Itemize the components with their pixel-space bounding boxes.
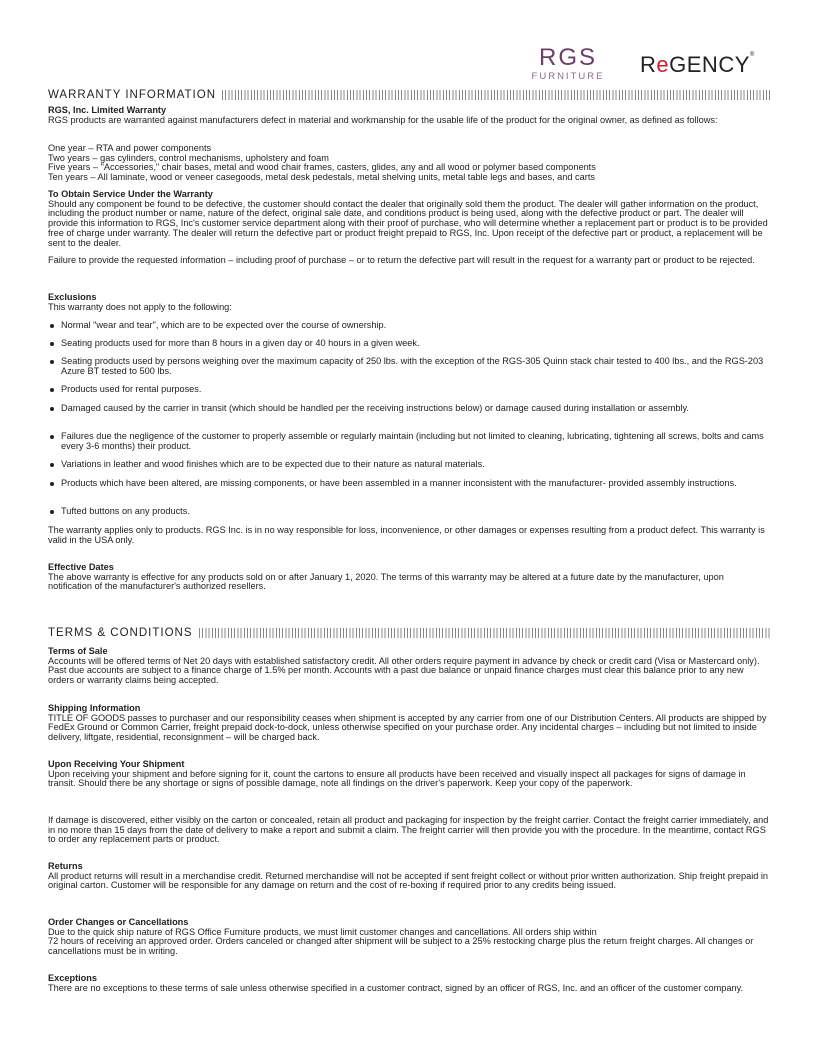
order-changes-title: Order Changes or Cancellations [48,917,189,927]
exclusion-text: Seating products used for more than 8 hours in a given day or 40 hours in a given week. [61,338,420,348]
applies-text: The warranty applies only to products. RGS Inc. is in no way responsible for loss, inconvenience, or other damages or expenses resulting from a product defect. This warranty is valid in the USA only. [48,525,765,545]
exceptions-section [48,974,770,993]
damage-text: If damage is discovered, either visibly on the carton or concealed, retain all product and packaging for inspection by the freight carrier. Contact the freight carrier immediately, and in no more than 15 days from the date of delivery to make a report and submit a claim. The freight carrier will then provide you with the procedure. In the meantime, contact RGS to order any replacement parts or product. [48,815,769,845]
exclusion-text: Products which have been altered, are missing components, or have been assembled in a manner inconsistent with the manufacturer- provided assembly instructions. [61,478,737,488]
regency-logo-e: e [656,52,670,77]
failure-text: Failure to provide the requested information – including proof of purchase – or to return the defective part will result in the request for a warranty part or product to be rejected. [48,255,755,265]
bullet-icon [50,388,54,392]
returns-text: All product returns will result in a merchandise credit. Returned merchandise will not be accepted if sent freight collect or without prior written authorization. Ship freight prepaid in original carton. Customer will be responsible for any damage on return and the cost of re-boxing if required prior to any credits being issued. [48,870,769,891]
bullet-icon [50,482,54,486]
warranty-heading-text: WARRANTY INFORMATION [48,89,217,101]
list-item [48,385,770,395]
list-item [48,339,770,349]
list-item [48,432,770,451]
effective-dates-section [48,563,770,592]
exceptions-text: There are no exceptions to these terms of sale unless otherwise specified in a customer contract, signed by an officer of RGS, Inc. and an officer of the customer company. [48,982,744,993]
heading-divider [222,90,770,100]
regency-logo-mark: ® [749,52,755,58]
list-item [48,460,770,470]
exclusion-text: Normal "wear and tear", which are to be expected over the course of ownership. [61,320,387,330]
order-changes-text: 72 hours of receiving an approved order. Orders canceled or changed after shipment will be subject to a 25% restocking charge plus the return freight charges. All changes or cancellations must be in writing. [48,936,754,957]
terms-of-sale-section [48,647,770,686]
receiving-title: Upon Receiving Your Shipment [48,759,185,769]
receiving-section [48,760,770,789]
terms-heading [48,626,770,640]
effective-dates-title: Effective Dates [48,562,114,572]
order-changes-text: Due to the quick ship nature of RGS Office Furniture products, we must limit customer changes and cancellations. All orders ship within [48,926,597,937]
list-item [48,404,770,414]
regency-logo [640,52,755,78]
bullet-icon [50,407,54,411]
warranty-terms-list [48,144,770,183]
brand-logos [528,46,768,86]
bullet-icon [50,360,54,364]
service-text: Should any component be found to be defective, the customer should contact the dealer that originally sold them the product. The dealer will gather information on the product, including the product number or name, nature of the defect, original sale date, and conditions product is being used, along with the defective product or part. The dealer will provide this information to RGS, Inc's customer service department along with their proof of purchase, who will determine whether a replacement part or product is to be provided free of charge under warranty. The dealer will return the defective part or product freight prepaid to RGS, Inc. Upon receipt of the defective part or product, a replacement will be sent to the dealer. [48,198,768,248]
failure-paragraph [48,256,770,266]
receiving-text: Upon receiving your shipment and before signing for it, count the cartons to ensure all products have been received and visually inspect all packages for signs of damage in transit. Should there be any shortage or signs of possible damage, note all findings on the driver's paperwork. Keep your copy of the paperwork. [48,768,746,789]
applies-paragraph [48,526,770,545]
bullet-icon [50,510,54,514]
shipping-section [48,704,770,743]
service-title: To Obtain Service Under the Warranty [48,189,213,199]
warranty-term: Five years – "Accessories," chair bases, metal and wood chair frames, casters, glides, any and all wood or polymer based components [48,162,596,173]
order-changes-section [48,918,770,957]
exclusion-text: Variations in leather and wood finishes which are to be expected due to their nature as natural materials. [61,459,485,469]
rgs-furniture-logo [528,46,608,83]
shipping-text: TITLE OF GOODS passes to purchaser and our responsibility ceases when shipment is accepted by any carrier from one of our Distribution Centers. All products are shipped by FedEx Ground or Common Carrier, freight prepaid dock-to-dock, unless otherwise specified on your purchase order. Any incidental charges – including but not limited to inside delivery, liftgate, residential, reconsignment – will be charged back. [48,712,767,743]
exclusions-title: Exclusions [48,292,97,302]
service-section [48,190,770,248]
warranty-term: Two years – gas cylinders, control mechanisms, upholstery and foam [48,152,329,163]
list-item [48,321,770,331]
bullet-icon [50,463,54,467]
terms-of-sale-text: Accounts will be offered terms of Net 20 days with established satisfactory credit. All other orders require payment in advance by check or credit card (Visa or Mastercard only). Past due accounts are subject to a finance charge of 1.5% per month. Accounts with a past due balance or unpaid finance charges must clear this balance prior to any new orders or warranty claims being accepted. [48,655,760,686]
bullet-icon [50,435,54,439]
regency-logo-gency: GENCY [669,52,750,77]
warranty-term: One year – RTA and power components [48,143,212,153]
list-item [48,479,770,489]
exceptions-title: Exceptions [48,973,98,983]
shipping-title: Shipping Information [48,703,141,713]
effective-dates-text: The above warranty is effective for any products sold on or after January 1, 2020. The terms of this warranty may be altered at a future date by the manufacturer, upon notification of the manufacturer's authorized resellers. [48,571,724,592]
rgs-logo-main: RGS [538,44,597,71]
limited-warranty-title: RGS, Inc. Limited Warranty [48,105,167,115]
exclusion-text: Damaged caused by the carrier in transit (which should be handled per the receiving instructions below) or damage caused during installation or assembly. [61,403,689,413]
damage-paragraph [48,816,770,845]
heading-divider [199,628,770,638]
exclusion-text: Tufted buttons on any products. [61,506,190,516]
returns-title: Returns [48,861,83,871]
exclusion-text: Failures due the negligence of the customer to properly assemble or regularly maintain (including but not limited to cleaning, lubricating, tightening all screws, bolts and cams every 3-6 months) their product. [61,431,764,451]
terms-heading-text: TERMS & CONDITIONS [48,627,193,639]
list-item [48,507,770,517]
limited-warranty-section [48,106,770,125]
limited-warranty-text: RGS products are warranted against manufacturers defect in material and workmanship for the usable life of the product for the original owner, as defined as follows: [48,114,718,125]
exclusions-section [48,293,770,312]
warranty-heading [48,88,770,102]
rgs-logo-sub: FURNITURE [531,71,605,82]
bullet-icon [50,342,54,346]
bullet-icon [50,324,54,328]
exclusion-text: Seating products used by persons weighing over the maximum capacity of 250 lbs. with the exception of the RGS-305 Quinn stack chair tested to 400 lbs., and the RGS-203 Azure BT tested to 500 lbs. [61,356,764,376]
regency-logo-r: R [640,52,657,77]
returns-section [48,862,770,891]
terms-of-sale-title: Terms of Sale [48,646,108,656]
list-item [48,357,770,376]
warranty-term: Ten years – All laminate, wood or veneer casegoods, metal desk pedestals, metal shelving units, metal table legs and bases, and carts [48,172,595,183]
exclusion-text: Products used for rental purposes. [61,384,202,394]
exclusions-intro: This warranty does not apply to the following: [48,301,232,312]
